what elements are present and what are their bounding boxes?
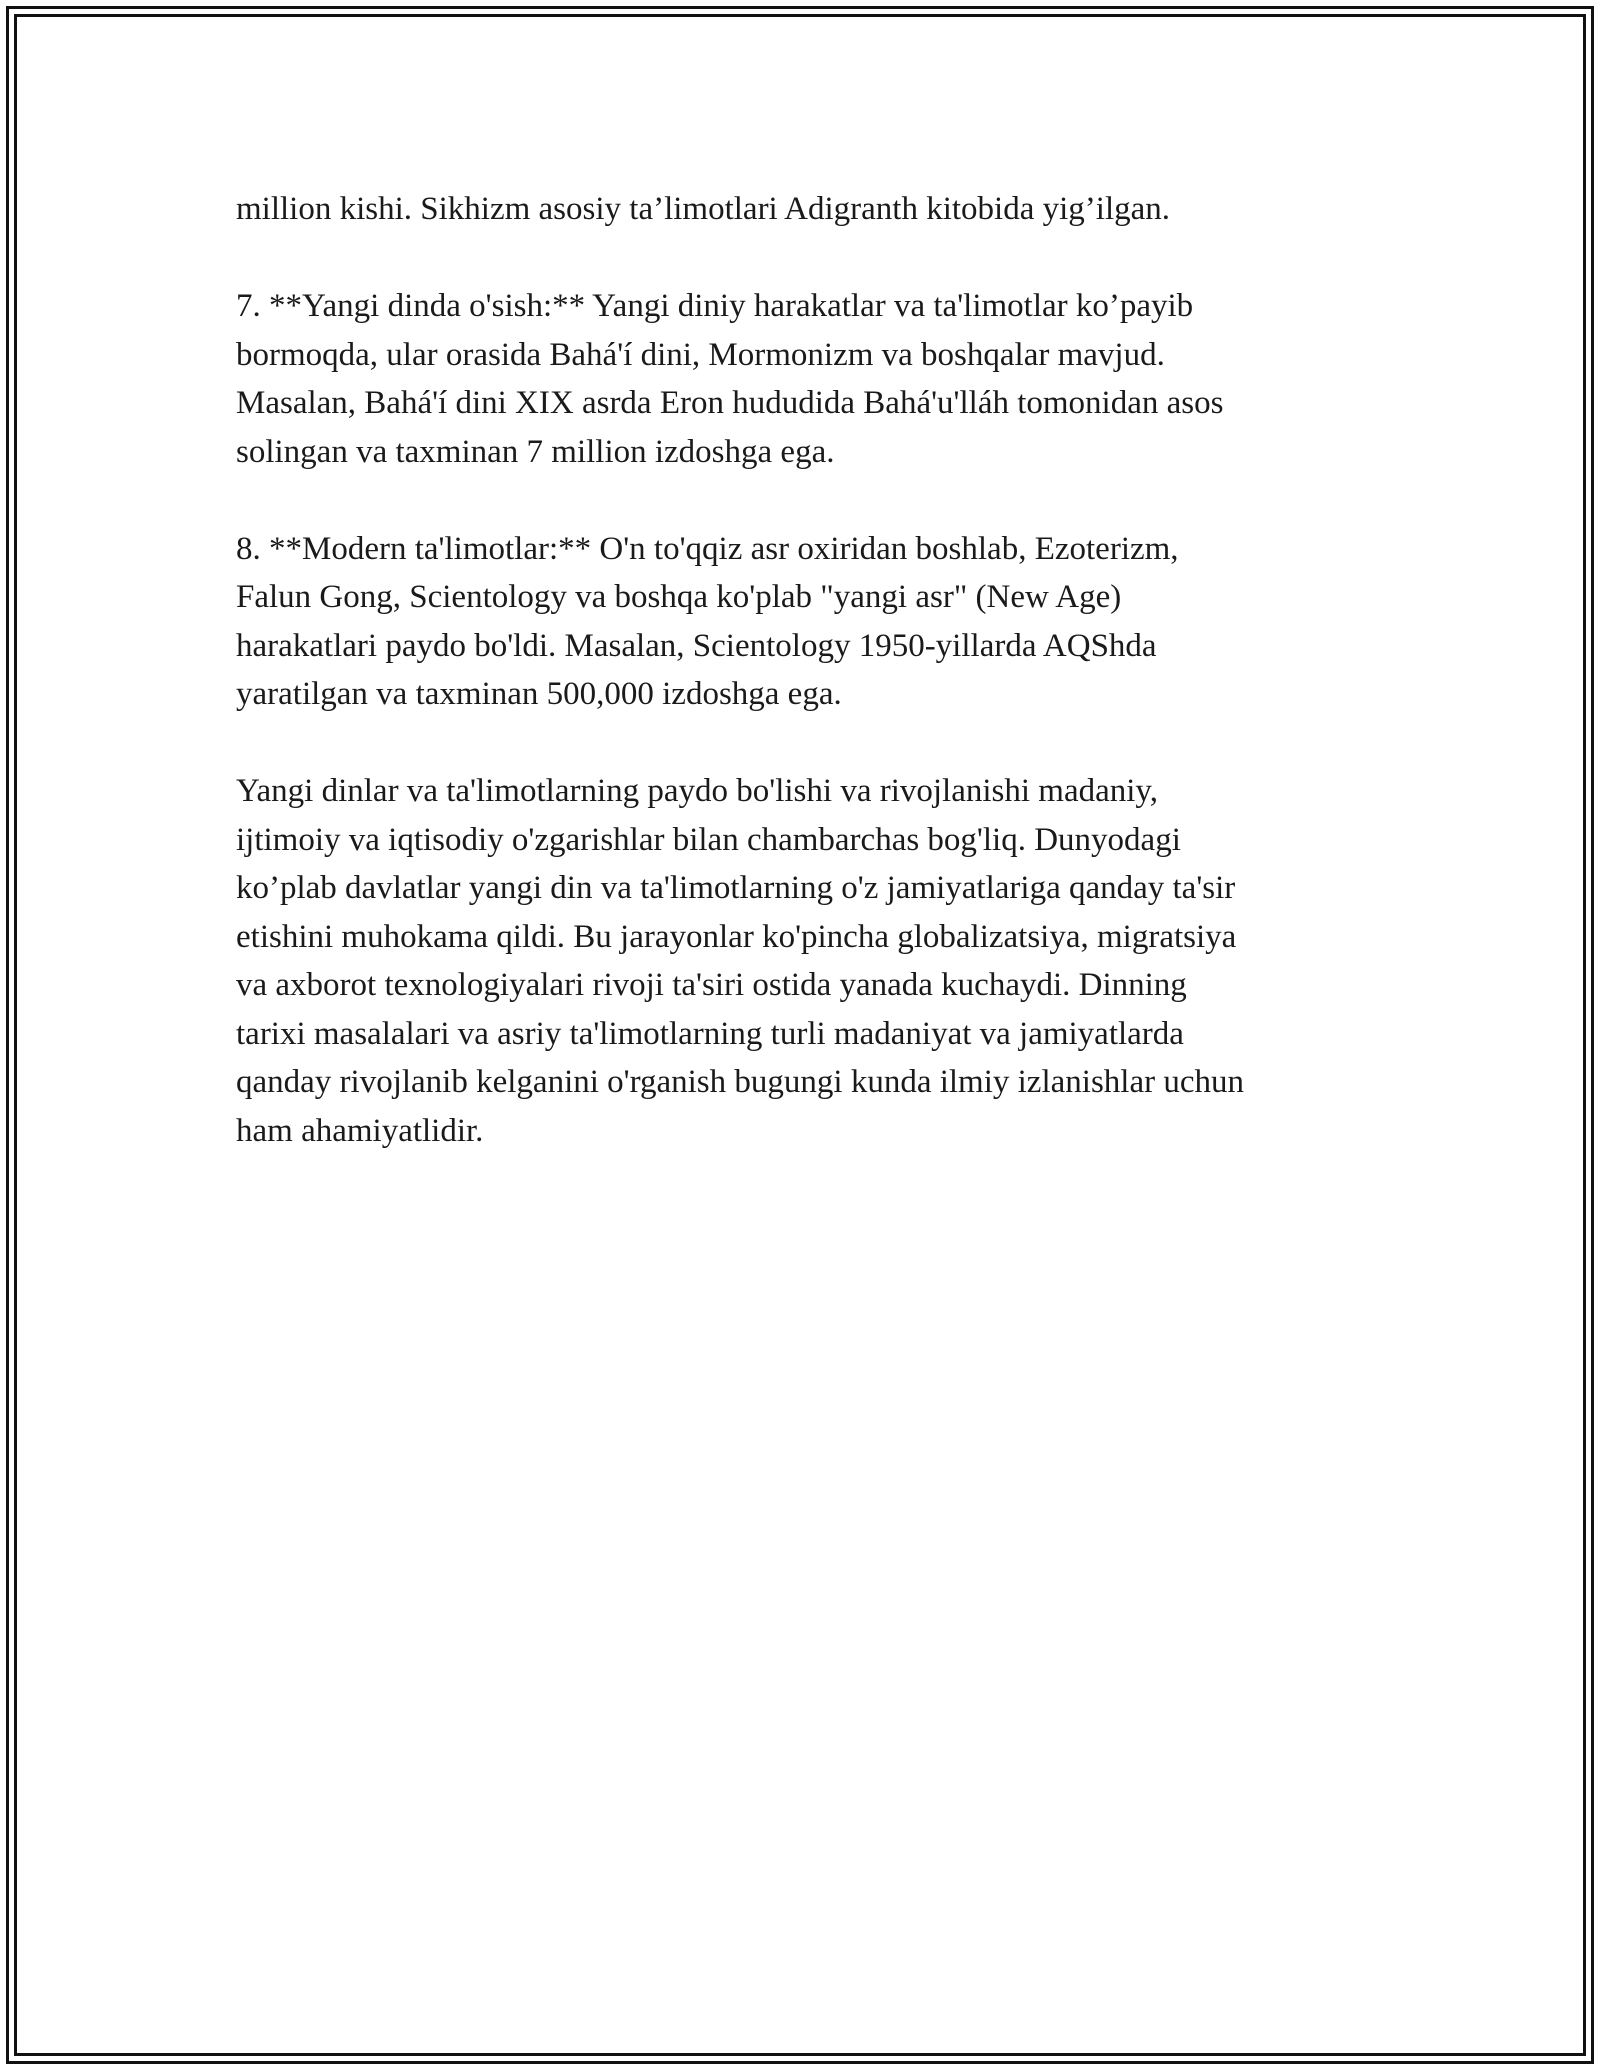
text-line: Masalan, Bahá'í dini XIX asrda Eron hududida Bahá'u'lláh tomonidan asos — [236, 385, 1224, 421]
text-line: ham ahamiyatlidir. — [236, 1112, 484, 1149]
text-line: bormoqda, ular orasida Bahá'í dini, Mormonizm va boshqalar mavjud. — [236, 336, 1165, 373]
text-line: ijtimoiy va iqtisodiy o'zgarishlar bilan chambarchas bog'liq. Dunyodagi — [236, 821, 1181, 858]
text-line: etishini muhokama qildi. Bu jarayonlar ko'pincha globalizatsiya, migratsiya — [236, 918, 1237, 955]
text-line: 7. **Yangi dinda o'sish:** Yangi diniy harakatlar va ta'limotlar ko’payib — [236, 288, 1194, 324]
paragraph-sikhizm — [236, 185, 1366, 234]
text-line: million kishi. Sikhizm asosiy ta’limotlari Adigranth kitobida yig’ilgan. — [236, 191, 1171, 227]
text-line: solingan va taxminan 7 million izdoshga ega. — [236, 433, 835, 470]
text-line: tarixi masalalari va asriy ta'limotlarning turli madaniyat va jamiyatlarda — [236, 1015, 1184, 1052]
paragraph-item-8 — [236, 525, 1366, 719]
text-line: va axborot texnologiyalari rivoji ta'siri ostida yanada kuchaydi. Dinning — [236, 967, 1187, 1003]
paragraph-conclusion — [236, 767, 1366, 1155]
text-line: harakatlari paydo bo'ldi. Masalan, Scientology 1950-yillarda AQShda — [236, 627, 1157, 664]
text-line: Falun Gong, Scientology va boshqa ko'plab "yangi asr" (New Age) — [236, 579, 1122, 615]
paragraph-item-7 — [236, 282, 1366, 476]
document-body — [236, 185, 1366, 1204]
text-line: ko’plab davlatlar yangi din va ta'limotlarning o'z jamiyatlariga qanday ta'sir — [236, 870, 1236, 906]
text-line: 8. **Modern ta'limotlar:** O'n to'qqiz asr oxiridan boshlab, Ezoterizm, — [236, 530, 1179, 567]
text-line: Yangi dinlar va ta'limotlarning paydo bo'lishi va rivojlanishi madaniy, — [236, 773, 1159, 809]
text-line: qanday rivojlanib kelganini o'rganish bugungi kunda ilmiy izlanishlar uchun — [236, 1064, 1244, 1100]
text-line: yaratilgan va taxminan 500,000 izdoshga ega. — [236, 676, 842, 712]
